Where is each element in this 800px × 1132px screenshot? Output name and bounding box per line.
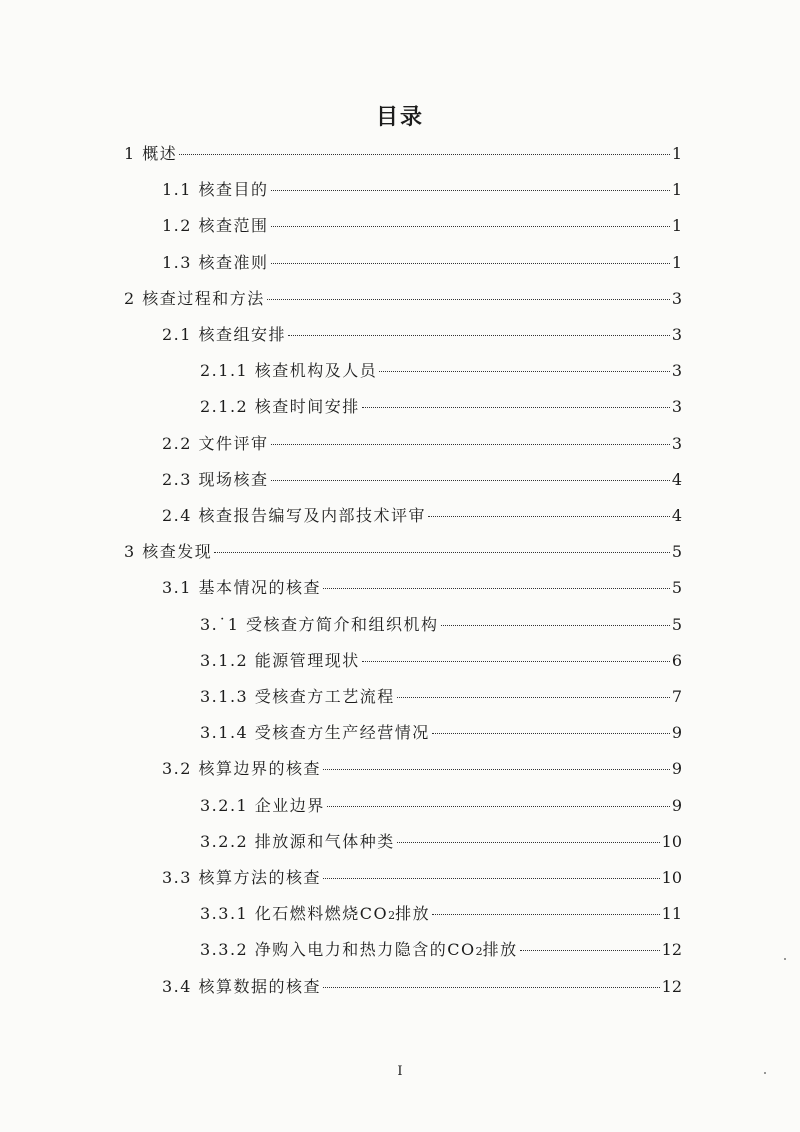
- toc-title: 目录: [375, 104, 424, 130]
- toc-entry-label: 3.1 基本情况的核查: [162, 578, 322, 598]
- toc-entry-page: 3: [671, 325, 682, 344]
- dot-leader: [520, 950, 660, 951]
- toc-entry-label: 3.1.2 能源管理现状: [200, 650, 360, 670]
- dot-leader: [428, 516, 670, 517]
- toc-entry[interactable]: [200, 648, 682, 672]
- toc-entry-page: 1: [671, 252, 682, 272]
- toc-entry-page: 3: [671, 397, 682, 417]
- toc-entry[interactable]: [200, 937, 682, 961]
- toc-entry[interactable]: [162, 431, 682, 455]
- toc-entry-label-subscript: 2: [388, 909, 396, 923]
- toc-entry-page: 12: [661, 976, 682, 996]
- toc-entry[interactable]: [162, 503, 682, 527]
- toc-entry-label: 3.˙1 受核查方简介和组织机构: [200, 614, 439, 634]
- toc-entry-label: 3.1.3 受核查方工艺流程: [200, 687, 395, 706]
- dot-leader: [288, 335, 670, 336]
- dot-leader: [397, 842, 660, 843]
- toc-entry-page: 9: [671, 759, 682, 779]
- toc-entry-label: 2.2 文件评审: [162, 433, 269, 453]
- toc-entry[interactable]: [200, 358, 682, 382]
- dot-leader: [441, 625, 670, 626]
- dot-leader: [323, 588, 670, 589]
- toc-entry[interactable]: [200, 612, 682, 636]
- toc-entry[interactable]: [162, 756, 682, 780]
- dot-leader: [379, 371, 670, 372]
- toc-entry-label: 3.2 核算边界的核查: [162, 759, 322, 779]
- toc-entry-page: 1: [671, 144, 682, 163]
- dot-leader: [271, 480, 670, 481]
- toc-entry-label: 2.1.2 核查时间安排: [200, 397, 360, 417]
- toc-entry-page: 10: [661, 831, 682, 851]
- scan-speck: [784, 958, 786, 960]
- toc-entry[interactable]: [200, 793, 682, 817]
- toc-entry-label: 1.3 核查准则: [162, 252, 269, 272]
- toc-entry[interactable]: [124, 286, 682, 310]
- toc-entry-label: 3.1.4 受核查方生产经营情况: [200, 723, 430, 743]
- dot-leader: [397, 697, 670, 698]
- toc-entry[interactable]: [200, 684, 682, 708]
- dot-leader: [267, 299, 670, 300]
- toc-entry-page: 6: [671, 650, 682, 670]
- scan-speck: [764, 1072, 766, 1074]
- toc-entry-page: 11: [661, 904, 682, 924]
- toc-entry-label-subscript: 2: [475, 945, 483, 959]
- toc-entry-page: 3: [671, 361, 682, 381]
- toc-entry[interactable]: [162, 575, 682, 599]
- toc-entry-label: 3.3 核算方法的核查: [162, 868, 322, 887]
- toc-entry[interactable]: [200, 901, 682, 925]
- toc-entry-label-tail: 排放: [395, 904, 431, 924]
- toc-entry-label: 1 概述: [124, 144, 178, 163]
- toc-entry-page: 12: [661, 940, 682, 960]
- toc-entry-page: 3: [671, 433, 682, 453]
- page-number: I: [397, 1064, 403, 1079]
- toc-entry-page: 10: [661, 868, 682, 887]
- toc-entry-page: 3: [671, 288, 682, 308]
- toc-entry-page: 9: [671, 723, 682, 743]
- toc-entry-label-tail: 排放: [482, 940, 518, 960]
- toc-entry-page: 5: [671, 614, 682, 634]
- toc-entry-label: 3.2.1 企业边界: [200, 795, 325, 815]
- dot-leader: [323, 769, 670, 770]
- dot-leader: [271, 444, 670, 445]
- toc-entry[interactable]: [200, 829, 682, 853]
- toc-entry-label: 2.4 核查报告编写及内部技术评审: [162, 506, 427, 525]
- toc-entry-page: 1: [671, 180, 682, 200]
- toc-entry-label: 3.4 核算数据的核查: [162, 976, 322, 996]
- toc-entry[interactable]: [162, 250, 682, 274]
- toc-entry-label: 2.1 核查组安排: [162, 325, 287, 344]
- dot-leader: [362, 661, 670, 662]
- toc-entry-page: 9: [671, 795, 682, 815]
- dot-leader: [214, 552, 670, 553]
- toc-entry-label: 3.3.1 化石燃料燃烧CO: [200, 904, 389, 924]
- toc-entry[interactable]: [162, 322, 682, 346]
- dot-leader: [323, 878, 660, 879]
- toc-entry-label: 3.2.2 排放源和气体种类: [200, 831, 395, 851]
- toc-entry[interactable]: [162, 177, 682, 201]
- toc-entry-page: 1: [671, 216, 682, 236]
- toc-entry[interactable]: [124, 141, 682, 165]
- dot-leader: [432, 733, 670, 734]
- toc-entry[interactable]: [162, 467, 682, 491]
- dot-leader: [271, 190, 670, 191]
- dot-leader: [271, 226, 670, 227]
- toc-entry[interactable]: [200, 720, 682, 744]
- dot-leader: [327, 806, 670, 807]
- toc-entry-page: 4: [671, 506, 682, 525]
- dot-leader: [271, 263, 670, 264]
- dot-leader: [362, 407, 670, 408]
- toc-entry[interactable]: [162, 213, 682, 237]
- toc-entry-page: 7: [671, 687, 682, 706]
- toc-entry-label: 2.3 现场核查: [162, 469, 269, 489]
- dot-leader: [432, 914, 659, 915]
- toc-entry-label: 2.1.1 核查机构及人员: [200, 361, 378, 381]
- toc-entry-label: 2 核查过程和方法: [124, 288, 265, 308]
- toc-entry[interactable]: [200, 394, 682, 418]
- toc-entry[interactable]: [162, 974, 682, 998]
- toc-entry-label: 3 核查发现: [124, 542, 213, 562]
- dot-leader: [179, 154, 670, 155]
- toc-entry-label: 3.3.2 净购入电力和热力隐含的CO: [200, 940, 476, 960]
- toc-entry-page: 4: [671, 469, 682, 489]
- toc-entry-page: 5: [671, 578, 682, 598]
- toc-entry[interactable]: [162, 865, 682, 889]
- toc-entry-page: 5: [671, 542, 682, 562]
- dot-leader: [323, 987, 660, 988]
- toc-entry[interactable]: [124, 539, 682, 563]
- toc-entry-label: 1.2 核查范围: [162, 216, 269, 236]
- toc-entry-label: 1.1 核查目的: [162, 180, 269, 200]
